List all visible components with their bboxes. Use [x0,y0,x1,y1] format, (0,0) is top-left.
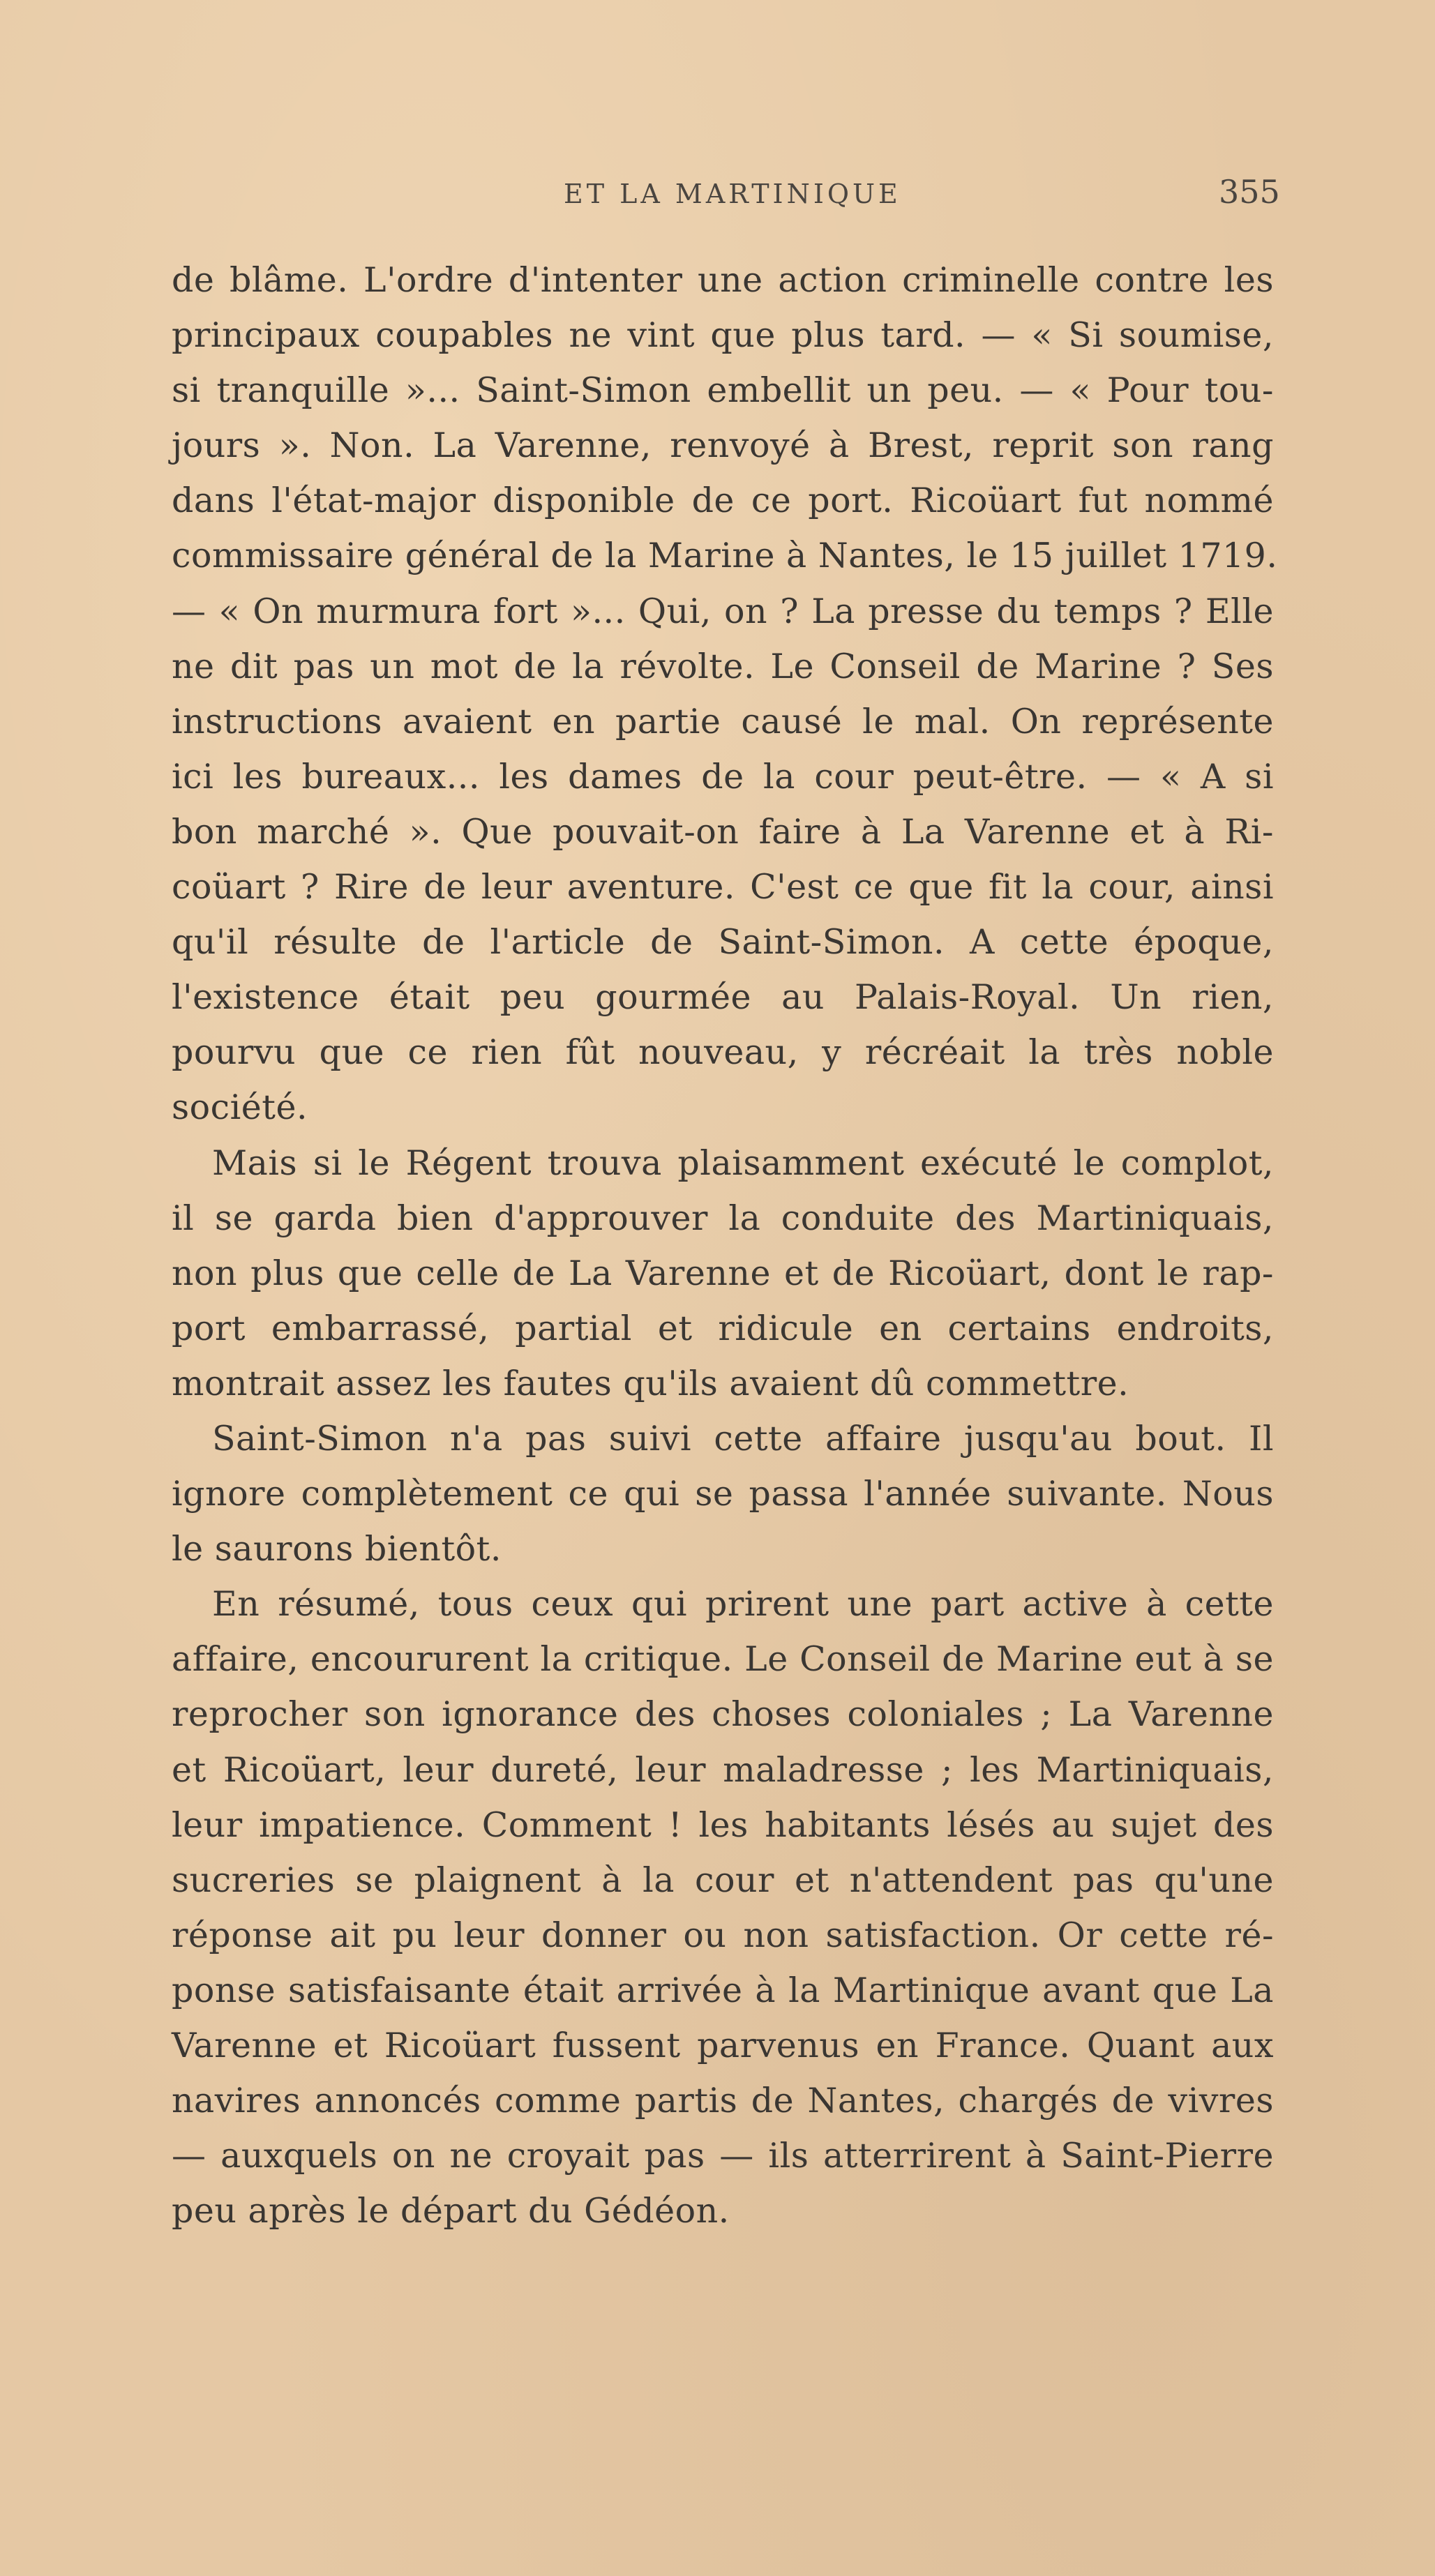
text-line: instructions avaient en partie causé le mal. On représente [172,701,1274,741]
text-line: Saint-Simon n'a pas suivi cette affaire jusqu'au bout. Il [212,1418,1274,1459]
text-line: ponse satisfaisante était arrivée à la Martinique avant que La [172,1970,1274,2010]
text-line: pourvu que ce rien fût nouveau, y récréait la très noble [172,1032,1274,1073]
page-number: 355 [1219,173,1280,211]
text-line: affaire, encoururent la critique. Le Conseil de Marine eut à se [172,1639,1274,1680]
text-line: bon marché ». Que pouvait-on faire à La Varenne et à Ri- [172,811,1274,852]
text-line: commissaire général de la Marine à Nantes, le 15 juillet 1719. [172,536,1278,576]
text-line: réponse ait pu leur donner ou non satisfaction. Or cette ré- [172,1915,1274,1955]
page-text [172,253,1278,2238]
text-line: ignore complètement ce qui se passa l'année suivante. Nous [172,1474,1274,1514]
text-line: — « On murmura fort »... Qui, on ? La presse du temps ? Elle [172,591,1274,631]
text-line: port embarrassé, partial et ridicule en certains endroits, [172,1308,1274,1348]
text-line: le saurons bientôt. [172,1529,502,1569]
text-line: — auxquels on ne croyait pas — ils atterrirent à Saint-Pierre [172,2136,1274,2176]
text-line: il se garda bien d'approuver la conduite des Martiniquais, [172,1198,1274,1238]
text-line: leur impatience. Comment ! les habitants lésés au sujet des [172,1805,1274,1845]
text-line: En résumé, tous ceux qui prirent une part active à cette [212,1584,1274,1625]
text-line: société. [172,1087,308,1128]
text-line: Mais si le Régent trouva plaisamment exécuté le complot, [212,1143,1274,1183]
text-line: navires annoncés comme partis de Nantes, chargés de vivres [172,2081,1274,2121]
text-line: Varenne et Ricoüart fussent parvenus en France. Quant aux [172,2026,1274,2065]
text-line: de blâme. L'ordre d'intenter une action criminelle contre les [172,260,1274,300]
text-line: ici les bureaux... les dames de la cour peut-être. — « A si [172,756,1274,797]
text-line: dans l'état-major disponible de ce port. Ricoüart fut nommé [172,481,1274,521]
text-line: peu après le départ du Gédéon. [172,2191,730,2231]
text-line: jours ». Non. La Varenne, renvoyé à Brest, reprit son rang [172,425,1274,466]
text-line: principaux coupables ne vint que plus tard. — « Si soumise, [172,315,1274,356]
text-line: reprocher son ignorance des choses coloniales ; La Varenne [172,1694,1274,1735]
text-line: non plus que celle de La Varenne et de Ricoüart, dont le rap- [172,1253,1274,1293]
text-line: si tranquille »... Saint-Simon embellit un peu. — « Pour tou- [172,370,1274,411]
text-line: sucreries se plaignent à la cour et n'attendent pas qu'une [172,1860,1274,1900]
text-line: l'existence était peu gourmée au Palais-Royal. Un rien, [172,977,1274,1018]
text-line: montrait assez les fautes qu'ils avaient dû commettre. [172,1363,1129,1403]
text-line: et Ricoüart, leur dureté, leur maladresse ; les Martiniquais, [172,1749,1274,1790]
text-line: ne dit pas un mot de la révolte. Le Conseil de Marine ? Ses [172,646,1274,686]
running-title: ET LA MARTINIQUE [564,179,901,209]
text-line: coüart ? Rire de leur aventure. C'est ce que fit la cour, ainsi [172,867,1274,907]
text-line: qu'il résulte de l'article de Saint-Simon. A cette époque, [172,922,1274,963]
